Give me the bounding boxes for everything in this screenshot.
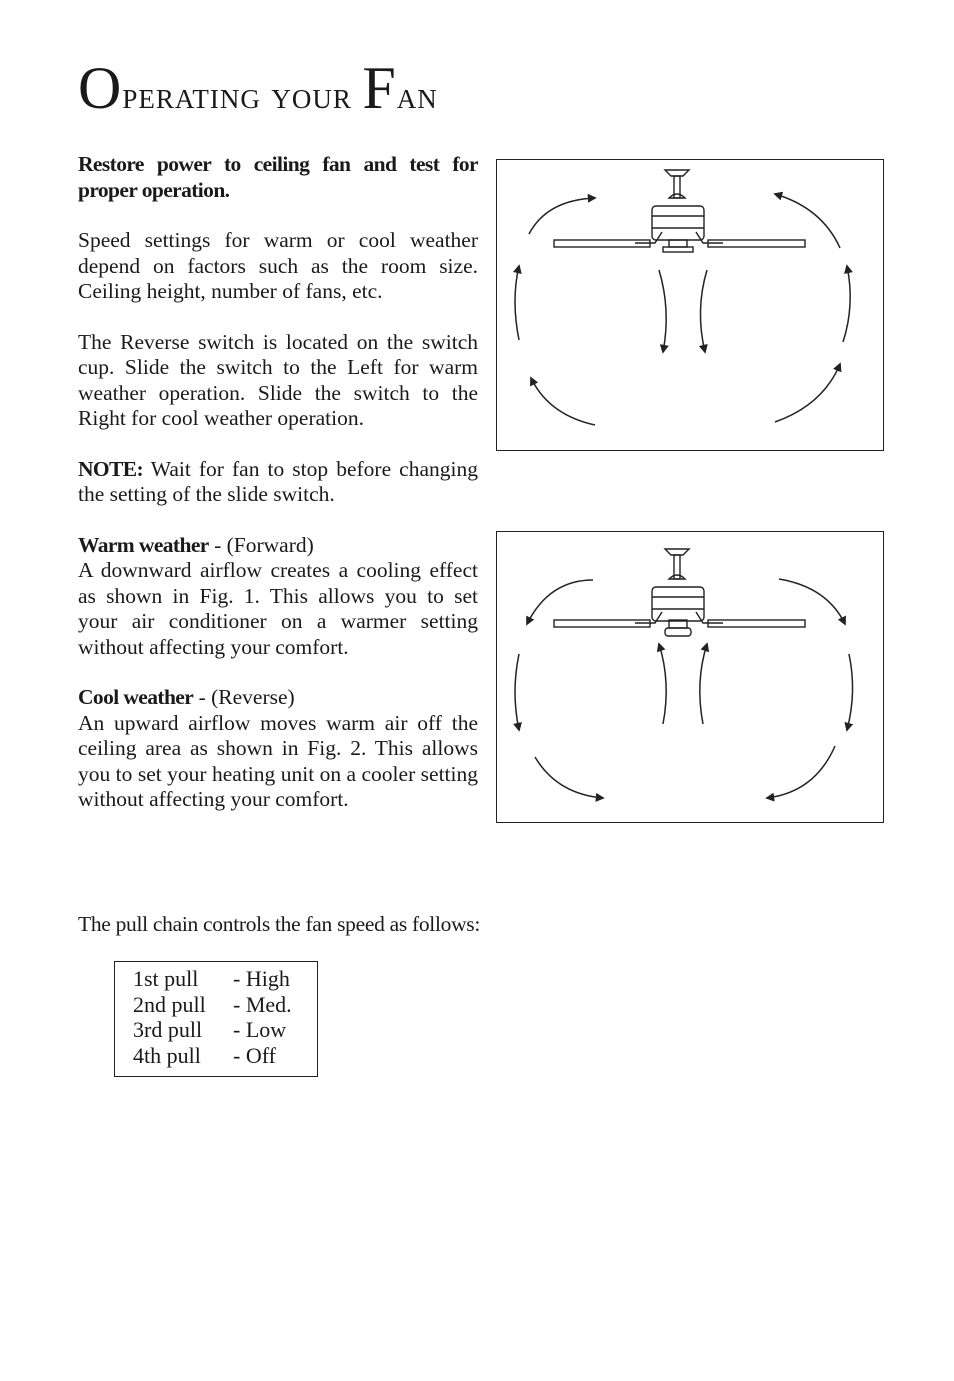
cool-weather-heading: Cool weather (78, 685, 194, 709)
note-label: NOTE: (78, 456, 144, 481)
airflow-arrows (515, 579, 853, 798)
note-paragraph (78, 457, 478, 508)
fan-drawing (554, 170, 805, 252)
page-title: Operating your Fan (78, 55, 438, 121)
reverse-switch-paragraph: The Reverse switch is located on the switch cup. Slide the switch to the Left for warm weather operation. Slide the switch to the Right for cool weather operation. (78, 329, 478, 430)
instructions-column (78, 152, 478, 838)
cool-weather-section (78, 685, 478, 813)
lead-instruction: Restore power to ceiling fan and test for proper operation. (78, 152, 478, 202)
speed-settings-paragraph: Speed settings for warm or cool weather depend on factors such as the room size. Ceiling height, number of fans, etc. (78, 228, 478, 303)
pull-row: 2nd pull - Med. (133, 991, 292, 1017)
warm-weather-text: A downward airflow creates a cooling effect as shown in Fig. 1. This allows you to set your air conditioner on a warmer setting without affecting your comfort. (78, 558, 478, 659)
ceiling-fan-downward-airflow-icon (497, 160, 882, 449)
warm-weather-mode: - (Forward) (208, 532, 314, 557)
cool-weather-mode: - (Reverse) (193, 685, 295, 709)
cool-weather-text: An upward airflow moves warm air off the ceiling area as shown in Fig. 2. This allows you to set your heating unit on a cooler setting without affecting your comfort. (78, 710, 478, 811)
note-text: Wait for fan to stop before changing the setting of the slide switch. (78, 456, 478, 506)
pull-row: 4th pull - Off (133, 1042, 276, 1068)
pull-row: 3rd pull - Low (133, 1017, 287, 1042)
pull-chain-table (114, 961, 318, 1077)
pull-row: 1st pull - High (133, 966, 290, 991)
warm-weather-heading: Warm weather (78, 532, 209, 557)
fan-drawing (554, 549, 805, 636)
warm-weather-section (78, 533, 478, 661)
ceiling-fan-upward-airflow-icon (497, 532, 882, 821)
figure-warm-weather (496, 159, 884, 451)
figure-cool-weather (496, 531, 884, 823)
pull-chain-intro: The pull chain controls the fan speed as follows: (78, 912, 481, 936)
